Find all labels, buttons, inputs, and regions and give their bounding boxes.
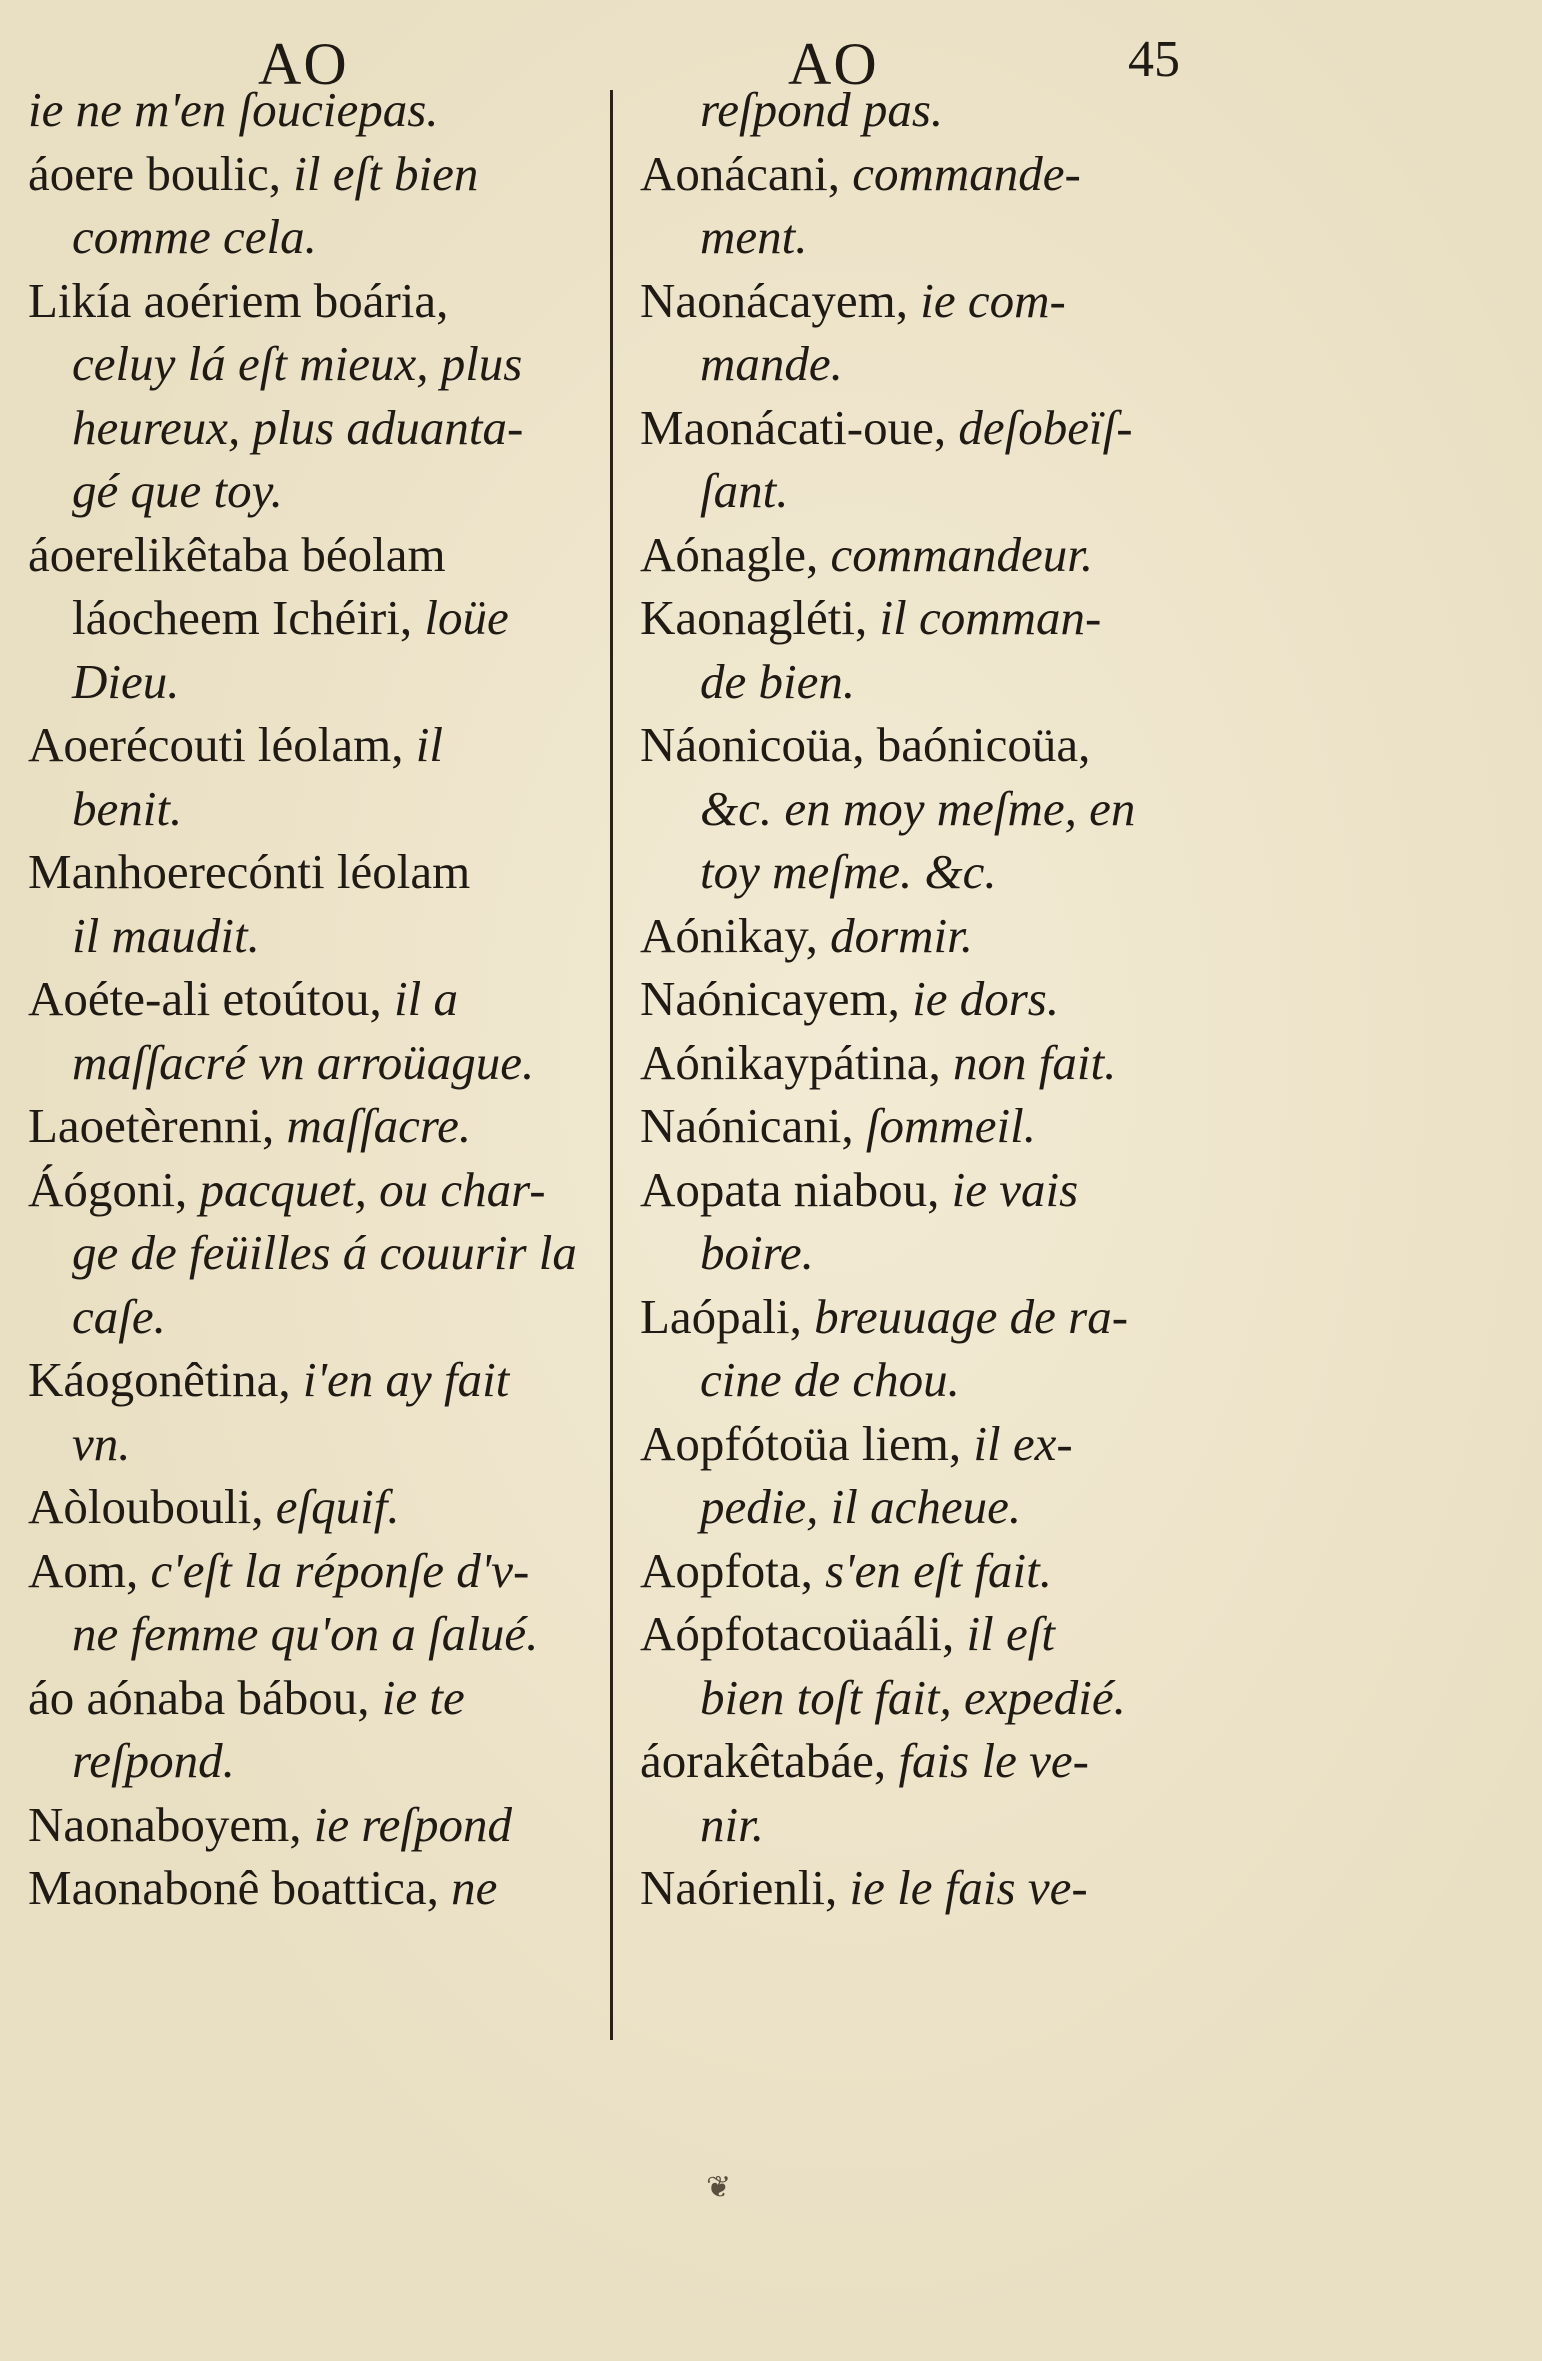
definition-text: commandeur.: [830, 526, 1094, 582]
text-line: [640, 967, 1230, 1031]
definition-text: caſe.: [72, 1288, 166, 1344]
text-line: [640, 459, 1230, 523]
text-line: [28, 1285, 618, 1349]
definition-text: reſpond.: [72, 1733, 235, 1788]
text-line: [640, 1666, 1230, 1730]
definition-text: ie com-: [920, 272, 1066, 328]
definition-text: i'en ay fait: [302, 1352, 510, 1407]
text-line: [28, 1602, 618, 1666]
headword-text: Aom,: [28, 1542, 151, 1598]
headword-text: Naonaboyem,: [28, 1796, 314, 1852]
definition-text: dormir.: [830, 907, 974, 963]
headword-text: áoere boulic,: [28, 145, 294, 201]
text-line: [28, 1856, 618, 1920]
definition-text: eſquif.: [275, 1479, 400, 1534]
text-line: [28, 269, 618, 333]
headword-text: Aónikay,: [640, 907, 831, 963]
headword-text: Kaonagléti,: [640, 590, 880, 645]
definition-text: mande.: [700, 336, 843, 391]
headword-text: Naónicayem,: [640, 971, 913, 1026]
running-head-right: AO: [788, 31, 879, 97]
definition-text: gé que toy.: [72, 463, 283, 518]
definition-text: ie reſpond: [313, 1796, 512, 1852]
text-line: [28, 396, 618, 460]
text-line: [28, 777, 618, 841]
text-line: [640, 1348, 1230, 1412]
definition-text: celuy lá eſt mieux, plus: [72, 336, 523, 391]
page-number: 45: [1128, 31, 1180, 88]
text-line: [28, 78, 618, 142]
headword-text: Aonácani,: [640, 145, 853, 201]
text-line: [640, 840, 1230, 904]
definition-text: benit.: [72, 780, 183, 836]
definition-text: cine de chou.: [700, 1352, 960, 1407]
definition-text: nir.: [700, 1796, 765, 1852]
headword-text: Maonácati-oue,: [640, 399, 959, 455]
text-line: [640, 777, 1230, 841]
text-line: [28, 1031, 618, 1095]
headword-text: Manhoerecónti léolam: [28, 844, 471, 899]
definition-text: comme cela.: [72, 209, 317, 264]
definition-text: maſſacré vn arroüague.: [72, 1034, 535, 1090]
left-column: [28, 78, 618, 1920]
definition-text: loüe: [424, 590, 509, 645]
text-line: [640, 650, 1230, 714]
definition-text: de bien.: [700, 653, 856, 709]
definition-text: &c. en moy meſme, en: [700, 780, 1136, 836]
text-line: [28, 523, 618, 587]
right-column: [640, 78, 1230, 1920]
text-line: [640, 396, 1230, 460]
text-line: [640, 1158, 1230, 1222]
text-line: [28, 1539, 618, 1603]
running-head-left: AO: [258, 31, 349, 97]
text-line: [28, 713, 618, 777]
text-line: [28, 332, 618, 396]
text-line: [640, 269, 1230, 333]
text-line: [640, 523, 1230, 587]
headword-text: Aòloubouli,: [28, 1479, 276, 1534]
text-line: [640, 904, 1230, 968]
definition-text: ſommeil.: [865, 1098, 1036, 1153]
definition-text: ie te: [381, 1669, 465, 1725]
text-line: [28, 1158, 618, 1222]
headword-text: Aoerécouti léolam,: [28, 717, 416, 772]
text-line: [640, 1285, 1230, 1349]
text-line: [28, 586, 618, 650]
headword-text: Aópfotacoüaáli,: [640, 1606, 967, 1661]
headword-text: Áógoni,: [28, 1161, 200, 1217]
definition-text: reſpond pas.: [700, 82, 944, 137]
definition-text: commande-: [852, 145, 1081, 201]
headword-text: Aoéte-ali etoútou,: [28, 971, 395, 1026]
definition-text: ſant.: [700, 463, 789, 518]
text-line: [640, 1856, 1230, 1920]
headword-text: Aopfota,: [640, 1542, 826, 1598]
text-line: [28, 1094, 618, 1158]
headword-text: áorakêtabáe,: [640, 1733, 899, 1788]
definition-text: heureux, plus aduanta-: [72, 399, 524, 455]
text-line: [28, 1348, 618, 1412]
definition-text: ie vais: [951, 1161, 1079, 1217]
definition-text: Dieu.: [72, 653, 180, 709]
definition-text: fais le ve-: [898, 1733, 1089, 1788]
definition-text: ne: [451, 1860, 498, 1915]
text-line: [28, 840, 618, 904]
definition-text: maſſacre.: [286, 1098, 472, 1153]
definition-text: pedie, il acheue.: [700, 1479, 1022, 1534]
text-line: [640, 1412, 1230, 1476]
definition-text: il comman-: [879, 590, 1102, 645]
headword-text: áo aónaba bábou,: [28, 1669, 382, 1725]
definition-text: breuuage de ra-: [814, 1288, 1129, 1344]
text-line: [28, 142, 618, 206]
definition-text: il ex-: [973, 1415, 1073, 1471]
text-line: [640, 205, 1230, 269]
definition-text: boire.: [700, 1225, 814, 1280]
definition-text: ie ne m'en ſouciepas.: [28, 82, 439, 137]
text-line: [640, 1793, 1230, 1857]
text-line: [28, 1475, 618, 1539]
definition-text: il eſt: [966, 1606, 1056, 1661]
text-line: [640, 1539, 1230, 1603]
definition-text: vn.: [72, 1415, 131, 1471]
text-line: [640, 1729, 1230, 1793]
text-line: [640, 1221, 1230, 1285]
text-line: [640, 1602, 1230, 1666]
headword-text: Aopata niabou,: [640, 1161, 952, 1217]
definition-text: ge de feüilles á couurir la: [72, 1225, 577, 1280]
definition-text: bien toſt fait, expedié.: [700, 1669, 1126, 1725]
headword-text: láocheem Ichéiri,: [72, 590, 425, 645]
text-line: [28, 205, 618, 269]
headword-text: Likía aoériem boária,: [28, 272, 449, 328]
headword-text: Naonácayem,: [640, 272, 921, 328]
headword-text: Aopfótoüa liem,: [640, 1415, 974, 1471]
definition-text: pacquet, ou char-: [199, 1161, 546, 1217]
text-line: [28, 459, 618, 523]
text-line: [640, 332, 1230, 396]
headword-text: Káogonêtina,: [28, 1352, 303, 1407]
definition-text: il: [415, 717, 443, 772]
text-line: [28, 1666, 618, 1730]
definition-text: toy meſme. &c.: [700, 844, 997, 899]
definition-text: il a: [394, 971, 459, 1026]
definition-text: ie dors.: [912, 971, 1060, 1026]
column-divider: [610, 90, 613, 2040]
headword-text: áoerelikêtaba béolam: [28, 526, 446, 582]
headword-text: Maonabonê boattica,: [28, 1860, 452, 1915]
headword-text: Laópali,: [640, 1288, 815, 1344]
text-line: [640, 586, 1230, 650]
text-line: [28, 967, 618, 1031]
definition-text: s'en eſt fait.: [825, 1542, 1052, 1598]
headword-text: Aónikaypátina,: [640, 1034, 953, 1090]
definition-text: non fait.: [952, 1034, 1117, 1090]
headword-text: Naónicani,: [640, 1098, 866, 1153]
text-line: [28, 1793, 618, 1857]
text-line: [28, 650, 618, 714]
text-line: [28, 1412, 618, 1476]
text-line: [28, 904, 618, 968]
definition-text: deſobeïſ-: [958, 399, 1133, 455]
headword-text: Naórienli,: [640, 1860, 850, 1915]
headword-text: Laoetèrenni,: [28, 1098, 287, 1153]
definition-text: c'eſt la réponſe d'v-: [150, 1542, 530, 1598]
text-line: [640, 1475, 1230, 1539]
definition-text: ne femme qu'on a ſalué.: [72, 1606, 539, 1661]
definition-text: il eſt bien: [293, 145, 479, 201]
text-line: [640, 713, 1230, 777]
headword-text: Náonicoüa, baónicoüa,: [640, 717, 1091, 772]
text-line: [28, 1221, 618, 1285]
headword-text: Aónagle,: [640, 526, 831, 582]
text-line: [640, 1094, 1230, 1158]
printer-ornament: ❦: [706, 2170, 732, 2205]
text-line: [640, 142, 1230, 206]
definition-text: ie le fais ve-: [849, 1860, 1088, 1915]
text-line: [640, 1031, 1230, 1095]
definition-text: ment.: [700, 209, 808, 264]
text-line: [28, 1729, 618, 1793]
definition-text: il maudit.: [72, 907, 260, 963]
text-line: [640, 78, 1230, 142]
